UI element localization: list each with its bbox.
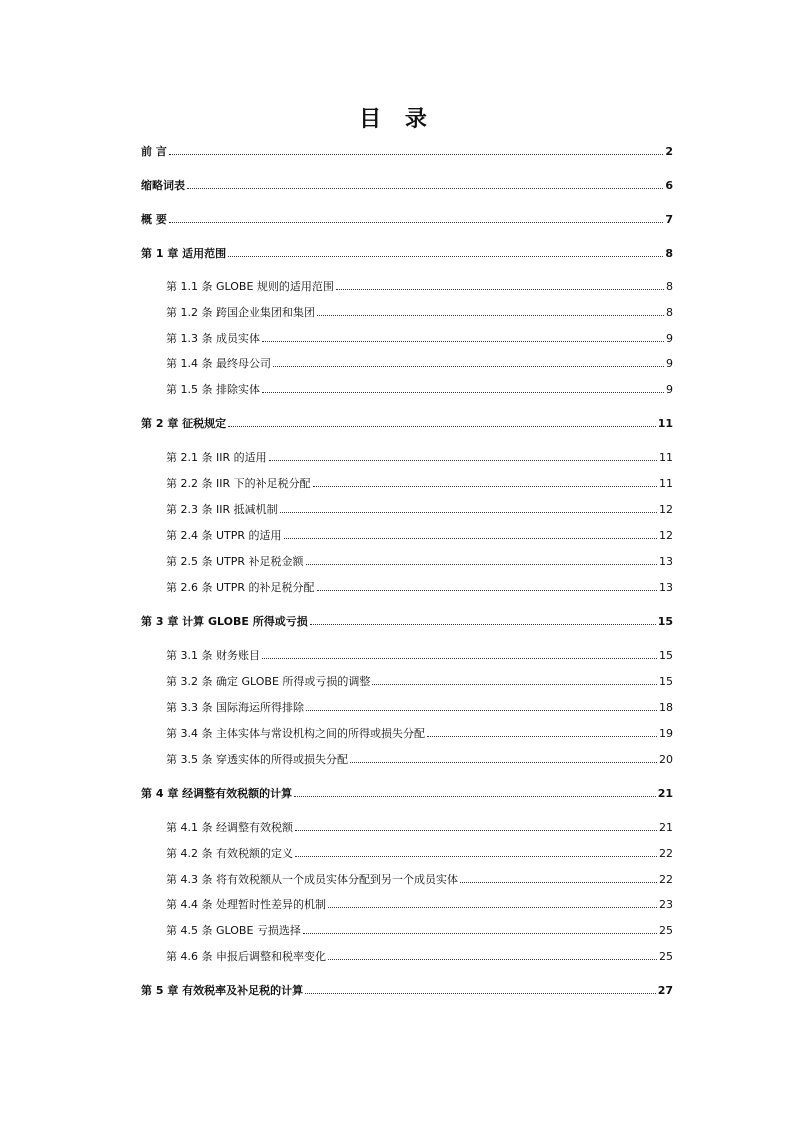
toc-entry-page-number: 12 bbox=[659, 529, 673, 542]
dot-leader bbox=[305, 993, 656, 994]
dot-leader bbox=[262, 658, 657, 659]
toc-entry-label: 第 4 章 经调整有效税额的计算 bbox=[141, 787, 293, 800]
toc-entry-label: 第 4.4 条 处理暂时性差异的机制 bbox=[166, 898, 326, 911]
toc-entry-label: 第 4.1 条 经调整有效税额 bbox=[166, 821, 293, 834]
dot-leader bbox=[310, 624, 656, 625]
toc-entry-label: 第 2.6 条 UTPR 的补足税分配 bbox=[166, 581, 315, 594]
dot-leader bbox=[295, 830, 657, 831]
dot-leader bbox=[328, 959, 657, 960]
toc-entry-page-number: 18 bbox=[659, 701, 673, 714]
dot-leader bbox=[303, 933, 657, 934]
dot-leader bbox=[295, 856, 657, 857]
toc-entry-label: 第 1.2 条 跨国企业集团和集团 bbox=[166, 306, 315, 319]
toc-entry-label: 第 2.2 条 IIR 下的补足税分配 bbox=[166, 477, 311, 490]
toc-entry-label: 缩略词表 bbox=[141, 179, 185, 192]
toc-entry-label: 第 1.3 条 成员实体 bbox=[166, 332, 260, 345]
toc-section-entry[interactable] bbox=[166, 305, 673, 321]
dot-leader bbox=[350, 762, 657, 763]
dot-leader bbox=[317, 315, 664, 316]
dot-leader bbox=[317, 590, 657, 591]
toc-entry-label: 第 4.5 条 GLOBE 亏损选择 bbox=[166, 924, 301, 937]
toc-chapter-entry[interactable] bbox=[141, 212, 673, 228]
toc-entry-page-number: 20 bbox=[659, 753, 673, 766]
toc-section-entry[interactable] bbox=[166, 279, 673, 295]
toc-section-entry[interactable] bbox=[166, 846, 673, 862]
toc-entry-page-number: 2 bbox=[665, 145, 673, 158]
dot-leader bbox=[328, 907, 657, 908]
toc-entry-label: 第 1.4 条 最终母公司 bbox=[166, 357, 271, 370]
toc-section-entry[interactable] bbox=[166, 331, 673, 347]
toc-section-entry[interactable] bbox=[166, 726, 673, 742]
toc-entry-page-number: 21 bbox=[657, 787, 673, 800]
toc-entry-page-number: 9 bbox=[666, 357, 673, 370]
toc-entry-page-number: 25 bbox=[659, 950, 673, 963]
toc-entry-label: 前 言 bbox=[141, 145, 167, 158]
toc-entry-label: 第 3.3 条 国际海运所得排除 bbox=[166, 701, 304, 714]
toc-entry-label: 第 2.1 条 IIR 的适用 bbox=[166, 451, 267, 464]
toc-entry-label: 第 3 章 计算 GLOBE 所得或亏损 bbox=[141, 615, 308, 628]
toc-entry-page-number: 12 bbox=[659, 503, 673, 516]
toc-entry-page-number: 22 bbox=[659, 873, 673, 886]
toc-entry-label: 第 1.1 条 GLOBE 规则的适用范围 bbox=[166, 280, 334, 293]
toc-section-entry[interactable] bbox=[166, 648, 673, 664]
dot-leader bbox=[269, 460, 657, 461]
toc-entry-page-number: 11 bbox=[659, 451, 673, 464]
toc-section-entry[interactable] bbox=[166, 476, 673, 492]
toc-entry-page-number: 21 bbox=[659, 821, 673, 834]
dot-leader bbox=[228, 426, 656, 427]
toc-entry-label: 第 1.5 条 排除实体 bbox=[166, 383, 260, 396]
dot-leader bbox=[262, 392, 664, 393]
toc-entry-page-number: 8 bbox=[665, 247, 673, 260]
toc-section-entry[interactable] bbox=[166, 872, 673, 888]
toc-entry-page-number: 9 bbox=[666, 332, 673, 345]
toc-section-entry[interactable] bbox=[166, 450, 673, 466]
toc-entry-label: 第 3.1 条 财务账目 bbox=[166, 649, 260, 662]
toc-entry-page-number: 8 bbox=[666, 306, 673, 319]
toc-entry-label: 第 2 章 征税规定 bbox=[141, 417, 227, 430]
toc-section-entry[interactable] bbox=[166, 820, 673, 836]
toc-entry-label: 第 4.2 条 有效税额的定义 bbox=[166, 847, 293, 860]
dot-leader bbox=[273, 366, 664, 367]
dot-leader bbox=[306, 710, 657, 711]
dot-leader bbox=[427, 736, 657, 737]
toc-entry-label: 第 2.4 条 UTPR 的适用 bbox=[166, 529, 282, 542]
toc-section-entry[interactable] bbox=[166, 923, 673, 939]
toc-entry-label: 第 2.5 条 UTPR 补足税金额 bbox=[166, 555, 304, 568]
toc-chapter-entry[interactable] bbox=[141, 416, 673, 432]
toc-entry-page-number: 25 bbox=[659, 924, 673, 937]
toc-chapter-entry[interactable] bbox=[141, 246, 673, 262]
toc-title: 目 录 bbox=[359, 107, 435, 132]
toc-entry-page-number: 6 bbox=[665, 179, 673, 192]
toc-entry-page-number: 15 bbox=[659, 675, 673, 688]
dot-leader bbox=[336, 289, 664, 290]
dot-leader bbox=[284, 538, 657, 539]
toc-entry-page-number: 19 bbox=[659, 727, 673, 740]
toc-entry-page-number: 11 bbox=[659, 477, 673, 490]
toc-entry-page-number: 15 bbox=[659, 649, 673, 662]
toc-entry-page-number: 11 bbox=[657, 417, 673, 430]
dot-leader bbox=[294, 796, 656, 797]
dot-leader bbox=[187, 188, 663, 189]
toc-section-entry[interactable] bbox=[166, 580, 673, 596]
toc-section-entry[interactable] bbox=[166, 528, 673, 544]
toc-chapter-entry[interactable] bbox=[141, 786, 673, 802]
toc-entry-label: 第 3.4 条 主体实体与常设机构之间的所得或损失分配 bbox=[166, 727, 425, 740]
toc-entry-page-number: 13 bbox=[659, 555, 673, 568]
toc-section-entry[interactable] bbox=[166, 949, 673, 965]
toc-entry-page-number: 8 bbox=[666, 280, 673, 293]
dot-leader bbox=[460, 882, 657, 883]
dot-leader bbox=[169, 222, 664, 223]
toc-section-entry[interactable] bbox=[166, 674, 673, 690]
toc-section-entry[interactable] bbox=[166, 554, 673, 570]
toc-entry-label: 第 2.3 条 IIR 抵减机制 bbox=[166, 503, 278, 516]
toc-section-entry[interactable] bbox=[166, 502, 673, 518]
dot-leader bbox=[169, 154, 664, 155]
dot-leader bbox=[306, 564, 657, 565]
toc-section-entry[interactable] bbox=[166, 700, 673, 716]
toc-entry-page-number: 27 bbox=[657, 984, 673, 997]
toc-entry-page-number: 22 bbox=[659, 847, 673, 860]
toc-entry-page-number: 7 bbox=[665, 213, 673, 226]
toc-entry-page-number: 15 bbox=[657, 615, 673, 628]
toc-entry-label: 概 要 bbox=[141, 213, 167, 226]
toc-entry-page-number: 9 bbox=[666, 383, 673, 396]
toc-entry-label: 第 3.5 条 穿透实体的所得或损失分配 bbox=[166, 753, 348, 766]
toc-entry-label: 第 5 章 有效税率及补足税的计算 bbox=[141, 984, 304, 997]
toc-entry-label: 第 3.2 条 确定 GLOBE 所得或亏损的调整 bbox=[166, 675, 371, 688]
dot-leader bbox=[313, 486, 657, 487]
dot-leader bbox=[262, 341, 664, 342]
toc-entry-label: 第 1 章 适用范围 bbox=[141, 247, 227, 260]
toc-entry-label: 第 4.6 条 申报后调整和税率变化 bbox=[166, 950, 326, 963]
dot-leader bbox=[280, 512, 657, 513]
toc-entry-page-number: 13 bbox=[659, 581, 673, 594]
dot-leader bbox=[372, 684, 657, 685]
toc-chapter-entry[interactable] bbox=[141, 178, 673, 194]
toc-chapter-entry[interactable] bbox=[141, 614, 673, 630]
toc-section-entry[interactable] bbox=[166, 382, 673, 398]
toc-chapter-entry[interactable] bbox=[141, 983, 673, 999]
dot-leader bbox=[228, 256, 663, 257]
toc-section-entry[interactable] bbox=[166, 356, 673, 372]
toc-entry-page-number: 23 bbox=[659, 898, 673, 911]
toc-section-entry[interactable] bbox=[166, 752, 673, 768]
toc-section-entry[interactable] bbox=[166, 897, 673, 913]
toc-chapter-entry[interactable] bbox=[141, 144, 673, 160]
toc-entry-label: 第 4.3 条 将有效税额从一个成员实体分配到另一个成员实体 bbox=[166, 873, 458, 886]
